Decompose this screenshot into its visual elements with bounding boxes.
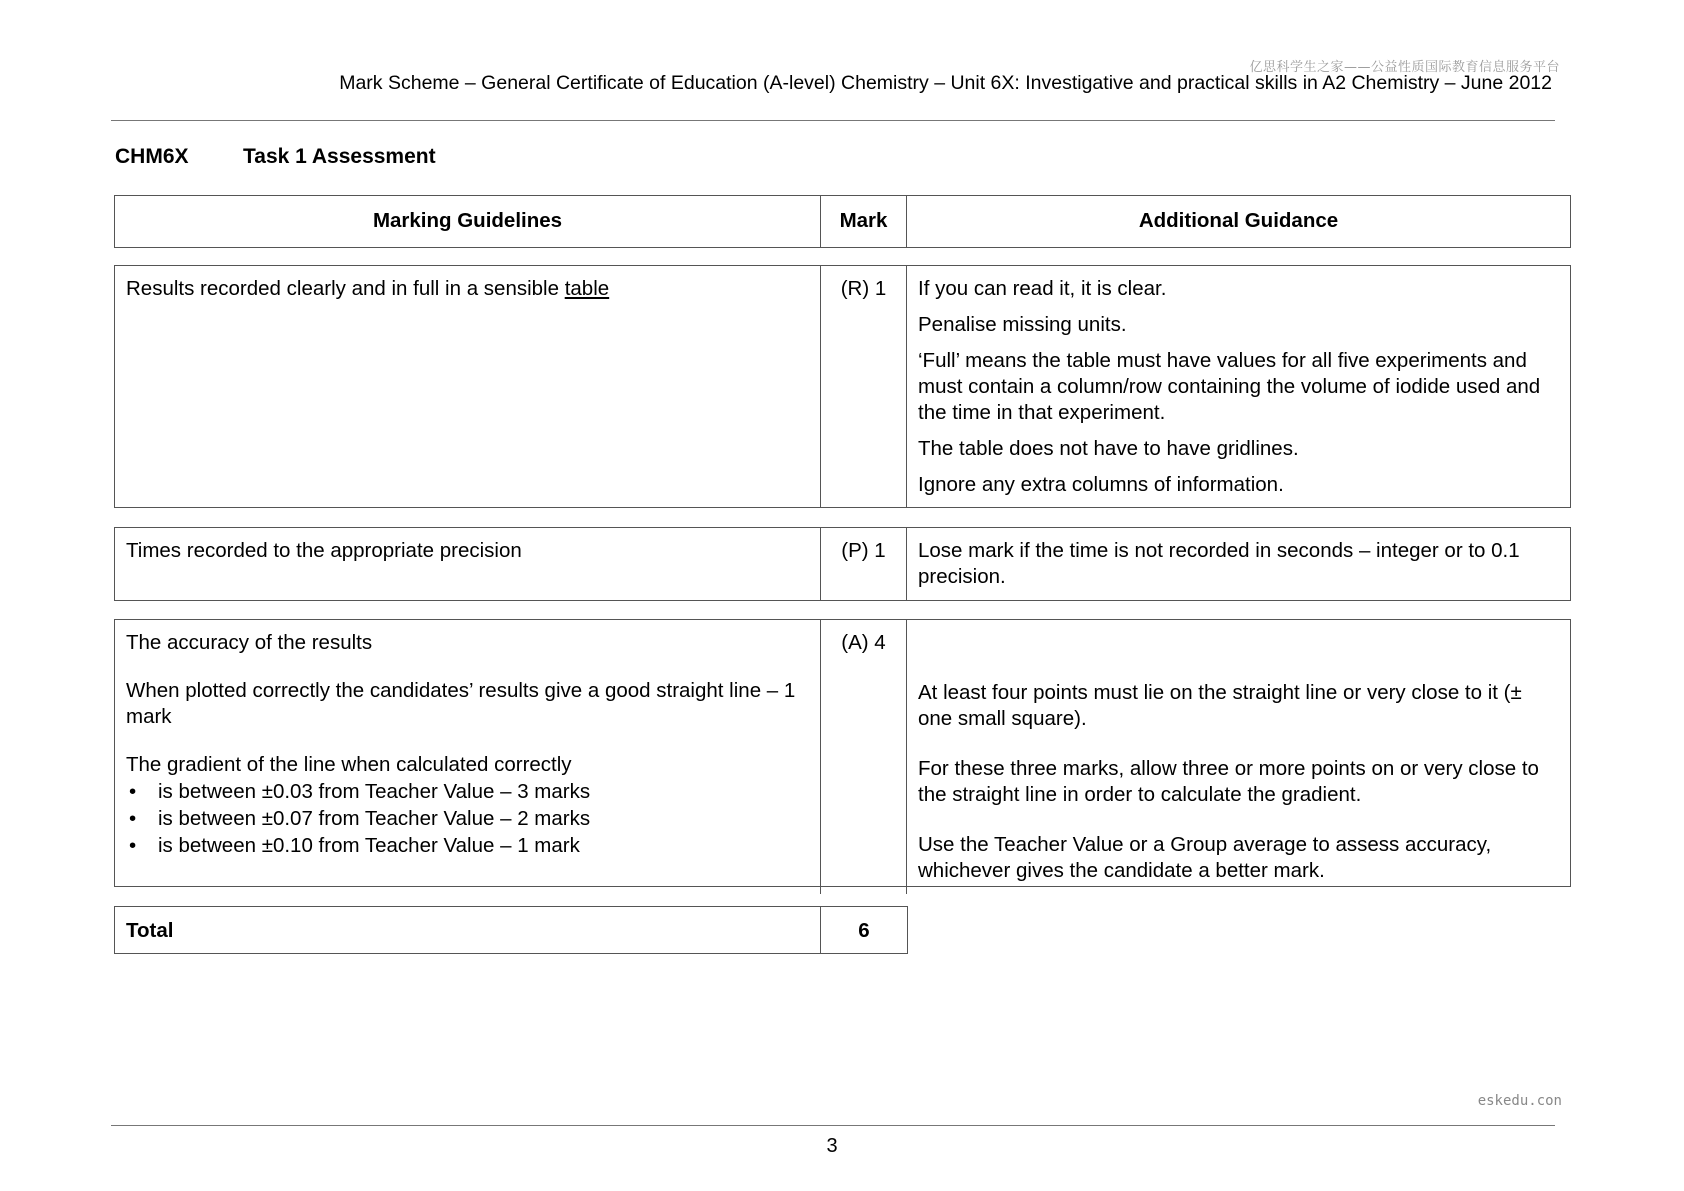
guidance-line: ‘Full’ means the table must have values for all five experiments and must contain a column/row containing the volume of iodide used and the time in that experiment.	[918, 349, 1541, 424]
guidance-line: At least four points must lie on the straight line or very close to it (± one small square).	[918, 681, 1522, 730]
total-label: Total	[126, 919, 174, 942]
header-marking-guidelines: Marking Guidelines	[372, 209, 563, 232]
guidance-cell	[906, 620, 1570, 894]
watermark-bottom-text: eskedu.con	[1477, 1093, 1562, 1109]
table-total-row	[114, 906, 908, 954]
guideline-line: When plotted correctly the candidates’ results give a good straight line – 1 mark	[126, 679, 796, 728]
guidance-line: The table does not have to have gridlines.	[918, 437, 1299, 460]
table-header-row	[114, 195, 1571, 248]
footer-divider	[111, 1125, 1555, 1126]
guidance-line: If you can read it, it is clear.	[918, 277, 1167, 300]
section-title: Task 1 Assessment	[243, 145, 436, 168]
table-row-accuracy	[114, 619, 1571, 887]
guidance-line: Use the Teacher Value or a Group average to assess accuracy, whichever gives the candidate a better mark.	[918, 833, 1492, 882]
guideline-gradient-intro: The gradient of the line when calculated correctly	[126, 753, 572, 776]
mark-cell: (R) 1	[820, 266, 906, 508]
guidance-line: Penalise missing units.	[918, 313, 1127, 336]
guidance-line: Ignore any extra columns of information.	[918, 473, 1284, 496]
total-value: 6	[820, 907, 907, 954]
guideline-cell	[115, 620, 820, 894]
table-row-precision	[114, 527, 1571, 601]
guidance-cell	[906, 266, 1570, 508]
list-item: • is between ±0.03 from Teacher Value – 3 marks	[158, 778, 809, 805]
watermark-top-text: 亿思科学生之家——公益性质国际教育信息服务平台	[1249, 60, 1560, 75]
list-item: • is between ±0.10 from Teacher Value – 1 mark	[158, 832, 809, 859]
mark-cell: (P) 1	[820, 528, 906, 600]
guideline-underlined-word: table	[564, 277, 610, 300]
header-additional-guidance: Additional Guidance	[906, 196, 1570, 247]
header-divider	[111, 120, 1555, 121]
guideline-title: The accuracy of the results	[126, 631, 373, 654]
table-row-results	[114, 265, 1571, 508]
guidance-line: For these three marks, allow three or more points on or very close to the straight line in order to calculate the gradient.	[918, 757, 1539, 806]
running-header: Mark Scheme – General Certificate of Education (A-level) Chemistry – Unit 6X: Investigative and practical skills in A2 Chemistry – June 2012	[339, 72, 1552, 94]
guidance-cell: Lose mark if the time is not recorded in seconds – integer or to 0.1 precision.	[906, 528, 1570, 600]
section-code: CHM6X	[115, 145, 189, 168]
guideline-cell	[115, 266, 820, 508]
guideline-text: Results recorded clearly and in full in a sensible	[126, 277, 565, 300]
list-item: • is between ±0.07 from Teacher Value – 2 marks	[158, 805, 809, 832]
gradient-criteria-list	[126, 778, 809, 859]
mark-cell: (A) 4	[820, 620, 906, 894]
guideline-cell: Times recorded to the appropriate precision	[126, 539, 522, 562]
header-mark: Mark	[820, 196, 906, 247]
page-number: 3	[826, 1135, 838, 1157]
